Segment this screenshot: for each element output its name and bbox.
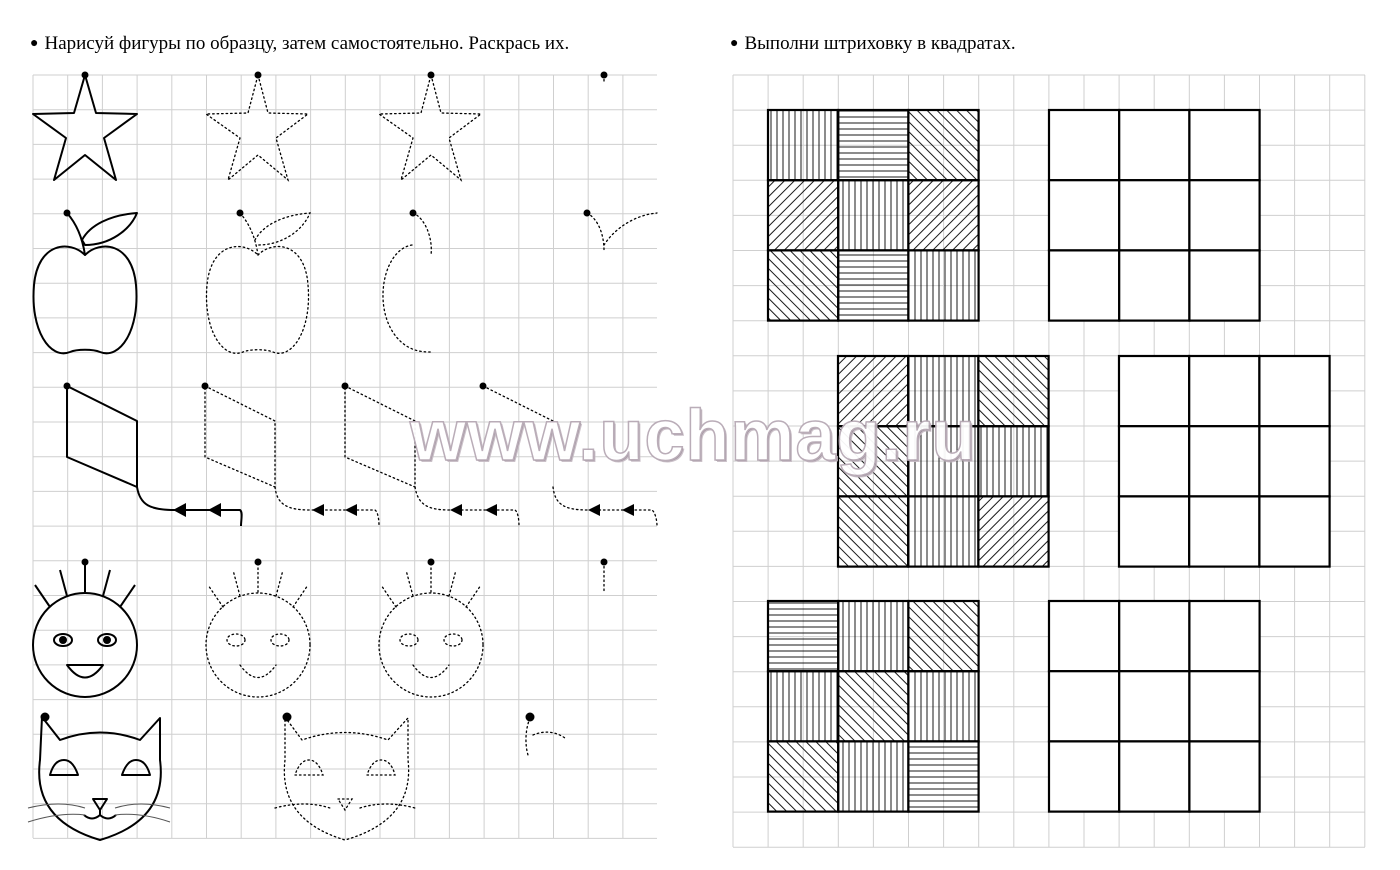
- hatched-cell-vertical: [838, 601, 908, 671]
- empty-cell[interactable]: [1119, 601, 1189, 671]
- sample-cat-face: [28, 717, 170, 840]
- empty-cell[interactable]: [1189, 741, 1259, 811]
- hatched-cell-vertical: [908, 250, 978, 320]
- hatched-cell-horizontal: [838, 250, 908, 320]
- hatched-cell-vertical: [838, 741, 908, 811]
- empty-cell[interactable]: [1189, 250, 1259, 320]
- trace-sun-face-1: [206, 562, 310, 697]
- kite-arrow: [622, 504, 634, 516]
- empty-cell[interactable]: [1189, 671, 1259, 741]
- trace-star-2: [379, 75, 481, 180]
- hatched-cell-vertical: [908, 671, 978, 741]
- hatched-cell-diag-back: [908, 110, 978, 180]
- empty-cell[interactable]: [1259, 426, 1329, 496]
- empty-cell[interactable]: [1049, 741, 1119, 811]
- sample-kite: [67, 386, 242, 526]
- empty-cell[interactable]: [1119, 180, 1189, 250]
- empty-cell[interactable]: [1119, 496, 1189, 566]
- empty-cell[interactable]: [1119, 356, 1189, 426]
- kite-arrow: [312, 504, 324, 516]
- hatched-cell-diag-back: [908, 601, 978, 671]
- trace-star-1: [206, 75, 308, 180]
- bullet: ●: [730, 36, 739, 51]
- empty-cell[interactable]: [1049, 601, 1119, 671]
- trace-sun-face-2: [379, 562, 483, 697]
- kite-arrow: [450, 504, 462, 516]
- hatched-cell-diag-back: [978, 356, 1048, 426]
- empty-cell[interactable]: [1119, 110, 1189, 180]
- empty-cell[interactable]: [1119, 426, 1189, 496]
- hatched-cell-diag-fwd: [768, 180, 838, 250]
- sample-star: [33, 75, 137, 180]
- empty-cell[interactable]: [1189, 356, 1259, 426]
- empty-cell[interactable]: [1189, 601, 1259, 671]
- empty-cell[interactable]: [1049, 180, 1119, 250]
- hatched-cell-horizontal: [908, 741, 978, 811]
- hatched-cell-horizontal: [838, 110, 908, 180]
- empty-cell[interactable]: [1119, 741, 1189, 811]
- hatched-cell-vertical: [768, 110, 838, 180]
- kite-arrow: [485, 504, 497, 516]
- right-instruction-text: Выполни штриховку в квадратах.: [744, 33, 1016, 54]
- bullet: ●: [30, 36, 39, 51]
- hatched-cell-diag-back: [838, 496, 908, 566]
- empty-cell[interactable]: [1259, 356, 1329, 426]
- hatched-cell-diag-back: [768, 741, 838, 811]
- sample-sun-face: [33, 562, 137, 697]
- hatched-cell-diag-fwd: [978, 496, 1048, 566]
- empty-cell[interactable]: [1119, 671, 1189, 741]
- kite-arrow: [345, 504, 357, 516]
- trace-apple-2: [383, 213, 431, 352]
- empty-cell[interactable]: [1049, 110, 1119, 180]
- trace-apple-3: [587, 213, 657, 250]
- left-instruction-text: Нарисуй фигуры по образцу, затем самостоятельно. Раскрась их.: [44, 33, 570, 54]
- empty-cell[interactable]: [1049, 671, 1119, 741]
- empty-cell[interactable]: [1119, 250, 1189, 320]
- empty-cell[interactable]: [1189, 180, 1259, 250]
- watermark: www.uchmag.ru: [410, 396, 977, 476]
- hatched-cell-vertical: [908, 496, 978, 566]
- hatched-cell-diag-fwd: [908, 180, 978, 250]
- empty-cell[interactable]: [1189, 426, 1259, 496]
- kite-arrow: [588, 504, 600, 516]
- empty-cell[interactable]: [1259, 496, 1329, 566]
- hatched-cell-diag-back: [838, 671, 908, 741]
- trace-kite-1: [205, 386, 379, 526]
- empty-cell[interactable]: [1049, 250, 1119, 320]
- hatched-cell-horizontal: [768, 601, 838, 671]
- trace-cat-start: [526, 718, 565, 755]
- hatched-cell-vertical: [838, 180, 908, 250]
- empty-cell[interactable]: [1189, 110, 1259, 180]
- hatched-cell-vertical: [768, 671, 838, 741]
- hatched-cell-vertical: [978, 426, 1048, 496]
- hatched-cell-diag-back: [768, 250, 838, 320]
- empty-cell[interactable]: [1189, 496, 1259, 566]
